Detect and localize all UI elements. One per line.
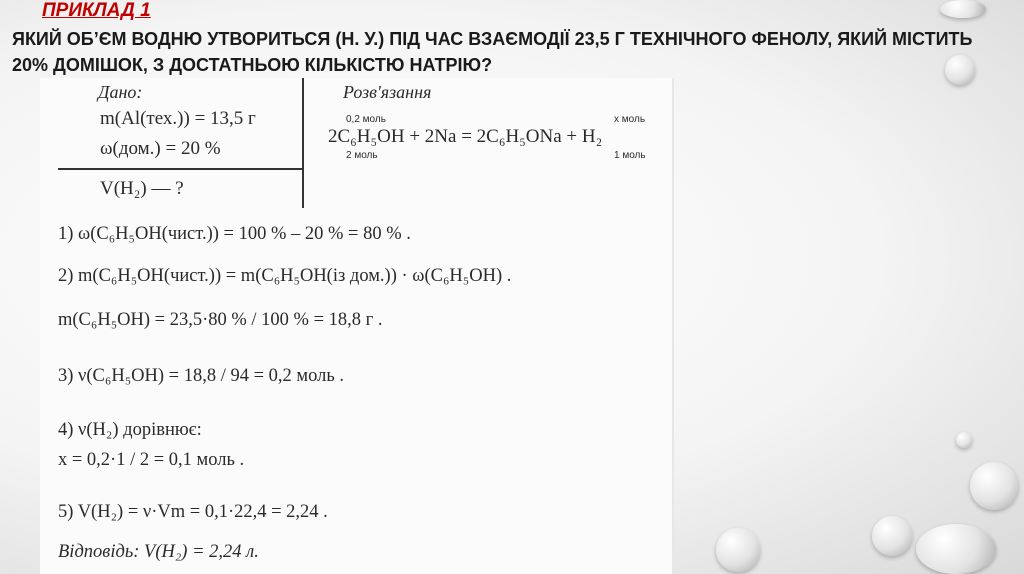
eq-mole-above-left: 0,2 моль: [346, 114, 386, 125]
example-label: ПРИКЛАД 1: [42, 0, 151, 21]
water-drop-decoration: [956, 432, 972, 448]
question-text: ЯКИЙ ОБ’ЄМ ВОДНЮ УТВОРИТЬСЯ (Н. У.) ПІД ЧАС ВЗАЄМОДІЇ 23,5 Г ТЕХНІЧНОГО ФЕНОЛУ, ЯКИЙ МІСТИТЬ 20% ДОМІШОК, З ДОСТАТНЬОЮ КІЛЬКІСТЮ НАТРІЮ?: [12, 29, 973, 75]
water-drop-decoration: [872, 516, 912, 556]
eq-mole-above-right: x моль: [614, 114, 646, 125]
step-4-calc: x = 0,2·1 / 2 = 0,1 моль .: [58, 450, 245, 470]
step-5: 5) V(H₂) = ν·Vm = 0,1·22,4 = 2,24 .: [58, 502, 328, 522]
step-2: 2) m(C₆H₅OH(чист.)) = m(C₆H₅OH(із дом.)) · ω(C₆H₅OH) .: [58, 266, 512, 286]
water-drop-decoration: [945, 55, 975, 85]
eq-mole-below-left: 2 моль: [346, 150, 378, 161]
find-volume: V(H₂) — ?: [100, 178, 184, 199]
eq-mole-below-right: 1 моль: [614, 150, 646, 161]
table-vertical-divider: [302, 78, 304, 208]
water-drop-decoration: [916, 524, 996, 574]
solution-heading: Розв'язання: [343, 82, 432, 102]
given-impurity: ω(дом.) = 20 %: [100, 138, 221, 159]
scanned-solution: [40, 78, 674, 574]
water-drop-decoration: [716, 528, 760, 572]
step-3: 3) ν(C₆H₅OH) = 18,8 / 94 = 0,2 моль .: [58, 366, 345, 386]
reaction-equation: 2C₆H₅OH + 2Na = 2C₆H₅ONa + H₂: [328, 126, 603, 147]
step-2-calc: m(C₆H₅OH) = 23,5·80 % / 100 % = 18,8 г .: [58, 310, 383, 330]
answer: Відповідь: V(H₂) = 2,24 л.: [58, 542, 259, 562]
given-mass: m(Al(тех.)) = 13,5 г: [100, 108, 256, 129]
given-heading: Дано:: [98, 82, 143, 102]
slide-title: [12, 0, 1012, 78]
table-horizontal-divider: [58, 168, 304, 170]
step-1: 1) ω(C₆H₅OH(чист.)) = 100 % – 20 % = 80 % .: [58, 224, 411, 244]
step-4: 4) ν(H₂) дорівнює:: [58, 420, 202, 440]
water-drop-decoration: [940, 0, 986, 18]
water-drop-decoration: [970, 462, 1018, 510]
